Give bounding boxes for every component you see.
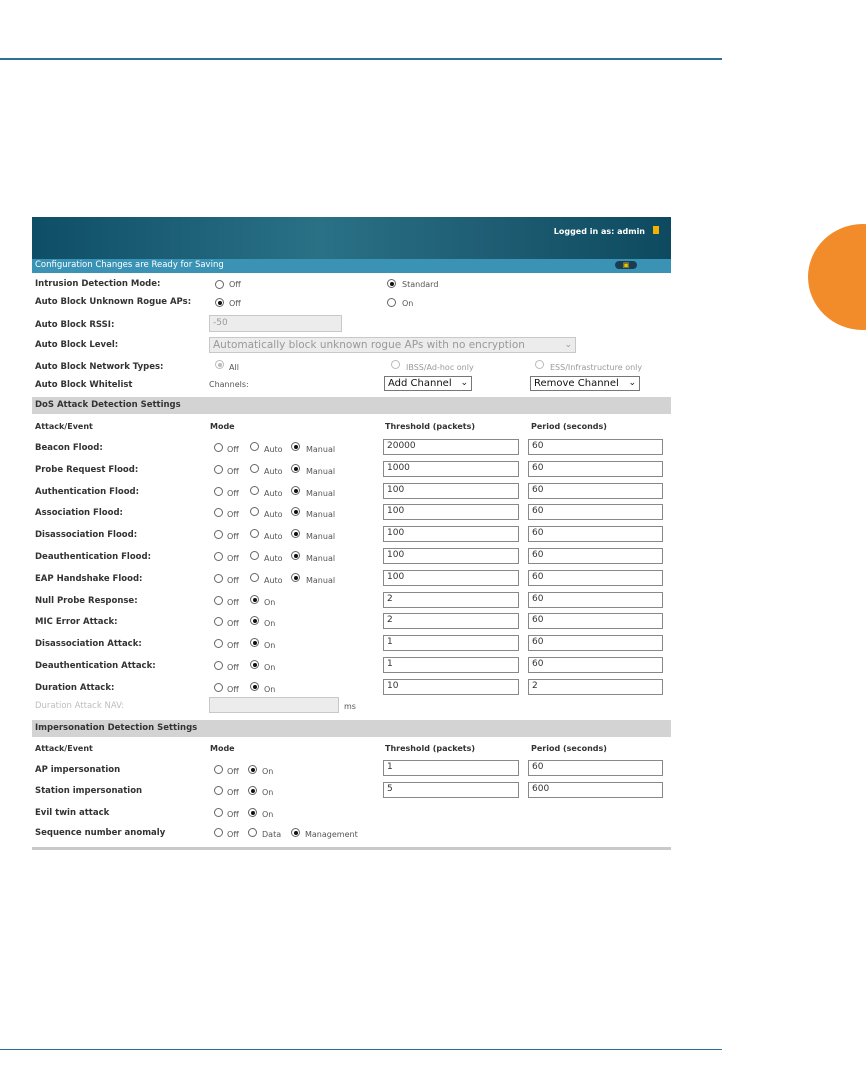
level-select-value: Automatically block unknown rogue APs with no encryption: [213, 339, 525, 351]
dos-row-label: Probe Request Flood:: [35, 465, 139, 475]
mode-auto-label: Auto: [264, 554, 283, 563]
threshold-field[interactable]: 100: [383, 548, 519, 564]
chevron-down-icon: ⌄: [628, 378, 636, 388]
mode-on-label: On: [264, 663, 276, 672]
period-field[interactable]: 60: [528, 461, 663, 477]
imp-section-header: [32, 720, 671, 737]
mode-off-label: Off: [227, 576, 239, 585]
mode-off-label: Off: [227, 619, 239, 628]
mode-manual-radio[interactable]: [291, 507, 300, 516]
nav-label: Duration Attack NAV:: [35, 701, 125, 711]
mode-auto-label: Auto: [264, 532, 283, 541]
seq-data-radio[interactable]: [248, 828, 257, 837]
imp-col-threshold: Threshold (packets): [385, 744, 476, 753]
add-channel-value: Add Channel: [388, 378, 452, 389]
dos-row-label: MIC Error Attack:: [35, 617, 118, 627]
level-select[interactable]: [209, 337, 576, 353]
mode-off-label: Off: [227, 663, 239, 672]
auto-block-on-label: On: [402, 299, 414, 308]
dos-row-label: Duration Attack:: [35, 683, 115, 693]
chevron-down-icon: ⌄: [564, 340, 572, 350]
dos-col-period: Period (seconds): [531, 422, 607, 431]
mode-auto-radio[interactable]: [250, 442, 259, 451]
ids-mode-off-radio[interactable]: [215, 280, 224, 289]
network-types-label: Auto Block Network Types:: [35, 362, 164, 372]
imp-col-event: Attack/Event: [35, 744, 93, 753]
dos-section-header: [32, 397, 671, 414]
logged-in-label: Logged in as: admin: [553, 227, 645, 236]
imp-row-label: Sequence number anomaly: [35, 828, 166, 838]
seq-data-label: Data: [262, 830, 282, 839]
imp-period-field[interactable]: 600: [528, 782, 663, 798]
period-field[interactable]: 2: [528, 679, 663, 695]
imp-threshold-field[interactable]: 5: [383, 782, 519, 798]
ids-mode-standard-radio[interactable]: [387, 279, 396, 288]
mode-on-label: On: [264, 641, 276, 650]
imp-on-radio[interactable]: [248, 786, 257, 795]
auto-block-label: Auto Block Unknown Rogue APs:: [35, 297, 192, 307]
mode-auto-radio[interactable]: [250, 464, 259, 473]
dos-col-mode: Mode: [210, 422, 235, 431]
dos-col-threshold: Threshold (packets): [385, 422, 476, 431]
chevron-down-icon: ⌄: [460, 378, 468, 388]
ids-settings-panel: [32, 217, 671, 850]
period-field[interactable]: 60: [528, 483, 663, 499]
ids-mode-label: Intrusion Detection Mode:: [35, 279, 161, 289]
dos-row-label: Authentication Flood:: [35, 487, 140, 497]
dos-row-label: Disassociation Flood:: [35, 530, 138, 540]
mode-auto-radio[interactable]: [250, 573, 259, 582]
mode-manual-radio[interactable]: [291, 464, 300, 473]
mode-off-radio[interactable]: [214, 530, 223, 539]
period-field[interactable]: 60: [528, 526, 663, 542]
mode-auto-radio[interactable]: [250, 529, 259, 538]
save-icon[interactable]: ▣: [615, 261, 637, 269]
imp-row-label: AP impersonation: [35, 765, 121, 775]
mode-off-radio[interactable]: [214, 552, 223, 561]
dos-row-label: Deauthentication Attack:: [35, 661, 156, 671]
mode-on-radio[interactable]: [250, 595, 259, 604]
threshold-field[interactable]: 2: [383, 613, 519, 629]
imp-col-period: Period (seconds): [531, 744, 607, 753]
mode-manual-radio[interactable]: [291, 529, 300, 538]
mode-manual-label: Manual: [306, 532, 336, 541]
threshold-field[interactable]: 10: [383, 679, 519, 695]
period-field[interactable]: 60: [528, 592, 663, 608]
mode-off-radio[interactable]: [214, 683, 223, 692]
dos-section-title: DoS Attack Detection Settings: [35, 400, 181, 410]
mode-off-label: Off: [227, 641, 239, 650]
network-all-radio[interactable]: [215, 360, 224, 369]
network-all-label: All: [229, 363, 239, 372]
imp-col-mode: Mode: [210, 744, 235, 753]
mode-on-label: On: [264, 685, 276, 694]
period-field[interactable]: 60: [528, 548, 663, 564]
imp-row-label: Evil twin attack: [35, 808, 110, 818]
mode-manual-label: Manual: [306, 576, 336, 585]
mode-auto-radio[interactable]: [250, 486, 259, 495]
dos-row-label: Deauthentication Flood:: [35, 552, 151, 562]
period-field[interactable]: 60: [528, 570, 663, 586]
mode-off-radio[interactable]: [214, 487, 223, 496]
network-ibss-radio[interactable]: [391, 360, 400, 369]
threshold-field[interactable]: 1: [383, 635, 519, 651]
mode-on-radio[interactable]: [250, 682, 259, 691]
ids-mode-off-label: Off: [229, 280, 241, 289]
mode-manual-label: Manual: [306, 445, 336, 454]
mode-off-label: Off: [227, 467, 239, 476]
dos-row-label: Association Flood:: [35, 508, 123, 518]
mode-manual-label: Manual: [306, 554, 336, 563]
imp-on-label: On: [262, 767, 274, 776]
threshold-field[interactable]: 100: [383, 570, 519, 586]
dos-row-label: Null Probe Response:: [35, 596, 138, 606]
rssi-field[interactable]: -50: [209, 315, 342, 332]
imp-period-field[interactable]: 60: [528, 760, 663, 776]
mode-auto-radio[interactable]: [250, 551, 259, 560]
dos-row-label: EAP Handshake Flood:: [35, 574, 143, 584]
page-bottom-rule: [0, 1049, 722, 1050]
mode-manual-label: Manual: [306, 467, 336, 476]
threshold-field[interactable]: 1: [383, 657, 519, 673]
header-banner: [32, 217, 671, 259]
logout-icon[interactable]: [653, 226, 659, 234]
mode-off-label: Off: [227, 510, 239, 519]
threshold-field[interactable]: 100: [383, 526, 519, 542]
dos-row-label: Beacon Flood:: [35, 443, 103, 453]
nav-field[interactable]: [209, 697, 339, 713]
level-label: Auto Block Level:: [35, 340, 119, 350]
page-top-rule: [0, 58, 722, 60]
dos-col-event: Attack/Event: [35, 422, 93, 431]
imp-off-label: Off: [227, 810, 239, 819]
add-channel-select[interactable]: [384, 376, 472, 391]
chapter-tab-marker: [808, 224, 866, 330]
mode-off-radio[interactable]: [214, 617, 223, 626]
network-ibss-label: IBSS/Ad-hoc only: [406, 363, 474, 372]
imp-off-radio[interactable]: [214, 786, 223, 795]
imp-row-label: Station impersonation: [35, 786, 143, 796]
rssi-label: Auto Block RSSI:: [35, 320, 115, 330]
threshold-field[interactable]: 1000: [383, 461, 519, 477]
mode-off-label: Off: [227, 554, 239, 563]
mode-on-radio[interactable]: [250, 638, 259, 647]
mode-manual-radio[interactable]: [291, 551, 300, 560]
period-field[interactable]: 60: [528, 613, 663, 629]
mode-manual-label: Manual: [306, 510, 336, 519]
mode-on-label: On: [264, 619, 276, 628]
imp-off-radio[interactable]: [214, 808, 223, 817]
mode-off-label: Off: [227, 598, 239, 607]
mode-auto-label: Auto: [264, 489, 283, 498]
mode-manual-radio[interactable]: [291, 486, 300, 495]
mode-off-radio[interactable]: [214, 661, 223, 670]
imp-off-label: Off: [227, 788, 239, 797]
mode-on-label: On: [264, 598, 276, 607]
seq-off-radio[interactable]: [214, 828, 223, 837]
threshold-field[interactable]: 100: [383, 504, 519, 520]
period-field[interactable]: 60: [528, 657, 663, 673]
remove-channel-select[interactable]: [530, 376, 640, 391]
mode-auto-label: Auto: [264, 510, 283, 519]
imp-on-label: On: [262, 810, 274, 819]
status-message: Configuration Changes are Ready for Saving: [35, 260, 224, 270]
mode-auto-label: Auto: [264, 467, 283, 476]
period-field[interactable]: 60: [528, 439, 663, 455]
period-field[interactable]: 60: [528, 635, 663, 651]
mode-off-radio[interactable]: [214, 639, 223, 648]
imp-off-label: Off: [227, 767, 239, 776]
imp-threshold-field[interactable]: 1: [383, 760, 519, 776]
mode-manual-radio[interactable]: [291, 573, 300, 582]
seq-management-label: Management: [305, 830, 358, 839]
imp-on-radio[interactable]: [248, 765, 257, 774]
mode-off-label: Off: [227, 445, 239, 454]
imp-section-title: Impersonation Detection Settings: [35, 723, 198, 733]
imp-off-radio[interactable]: [214, 765, 223, 774]
mode-off-radio[interactable]: [214, 596, 223, 605]
mode-off-label: Off: [227, 489, 239, 498]
dos-row-label: Disassociation Attack:: [35, 639, 142, 649]
remove-channel-value: Remove Channel: [534, 378, 619, 389]
mode-on-radio[interactable]: [250, 616, 259, 625]
imp-on-label: On: [262, 788, 274, 797]
mode-off-radio[interactable]: [214, 508, 223, 517]
mode-off-radio[interactable]: [214, 465, 223, 474]
auto-block-on-radio[interactable]: [387, 298, 396, 307]
ids-mode-standard-label: Standard: [402, 280, 439, 289]
nav-unit: ms: [344, 702, 356, 711]
network-ess-radio[interactable]: [535, 360, 544, 369]
mode-off-label: Off: [227, 685, 239, 694]
imp-on-radio[interactable]: [248, 808, 257, 817]
threshold-field[interactable]: 2: [383, 592, 519, 608]
mode-manual-label: Manual: [306, 489, 336, 498]
period-field[interactable]: 60: [528, 504, 663, 520]
auto-block-off-radio[interactable]: [215, 298, 224, 307]
mode-auto-label: Auto: [264, 445, 283, 454]
mode-off-label: Off: [227, 532, 239, 541]
mode-auto-label: Auto: [264, 576, 283, 585]
whitelist-label: Auto Block Whitelist: [35, 380, 133, 390]
mode-auto-radio[interactable]: [250, 507, 259, 516]
mode-on-radio[interactable]: [250, 660, 259, 669]
seq-management-radio[interactable]: [291, 828, 300, 837]
threshold-field[interactable]: 100: [383, 483, 519, 499]
threshold-field[interactable]: 20000: [383, 439, 519, 455]
mode-off-radio[interactable]: [214, 574, 223, 583]
mode-manual-radio[interactable]: [291, 442, 300, 451]
status-bar: [32, 259, 671, 273]
channels-label: Channels:: [209, 380, 249, 389]
mode-off-radio[interactable]: [214, 443, 223, 452]
auto-block-off-label: Off: [229, 299, 241, 308]
seq-off-label: Off: [227, 830, 239, 839]
network-ess-label: ESS/Infrastructure only: [550, 363, 643, 372]
